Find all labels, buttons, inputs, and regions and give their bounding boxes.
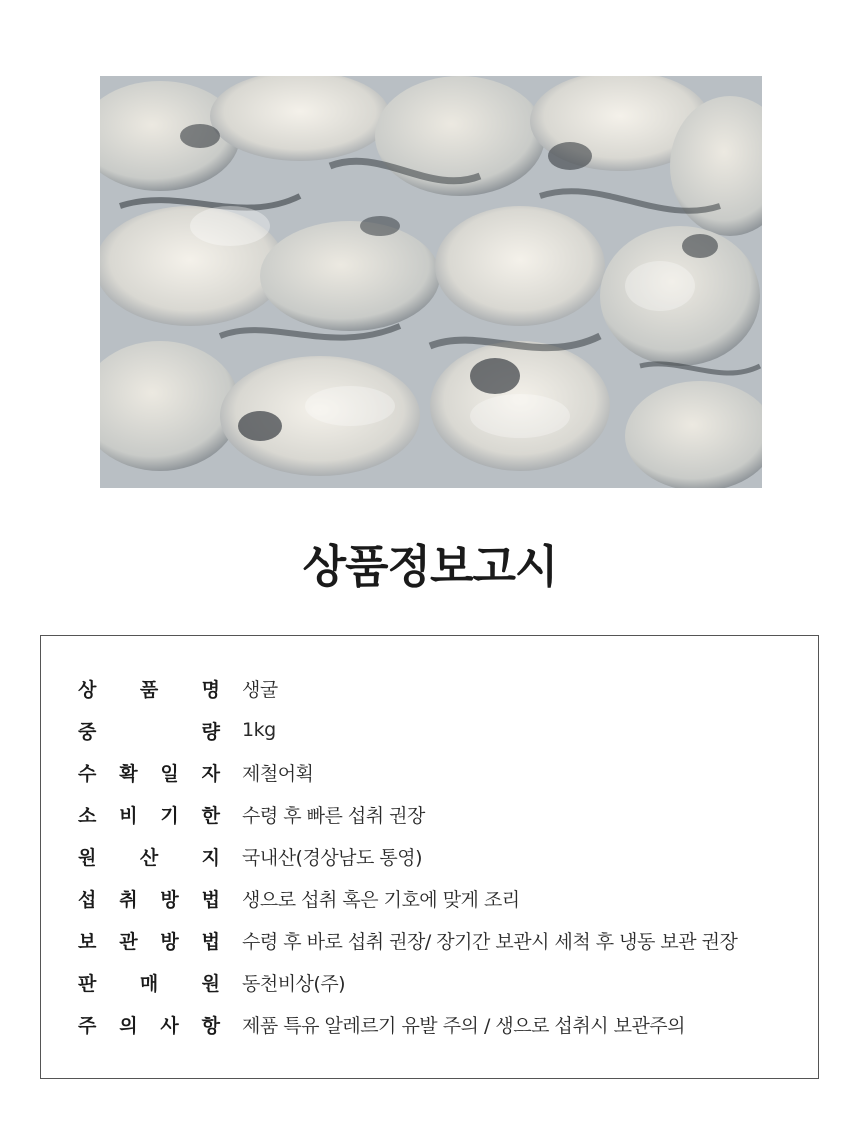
row-label: 원 산 지 bbox=[78, 846, 220, 869]
row-label: 판 매 원 bbox=[78, 972, 220, 995]
row-value: 수령 후 바로 섭취 권장/ 장기간 보관시 세척 후 냉동 보관 권장 bbox=[242, 930, 738, 953]
oyster-photo bbox=[100, 76, 762, 488]
product-photo bbox=[100, 76, 762, 488]
info-row-consumption-method bbox=[78, 878, 520, 918]
row-value: 제품 특유 알레르기 유발 주의 / 생으로 섭취시 보관주의 bbox=[242, 1014, 686, 1037]
info-row-storage-method bbox=[78, 920, 737, 960]
info-row-expiry bbox=[78, 794, 425, 834]
row-label: 주 의 사 항 bbox=[78, 1014, 220, 1037]
row-label: 섭 취 방 법 bbox=[78, 888, 220, 911]
info-row-harvest-date bbox=[78, 752, 313, 792]
row-value: 국내산(경상남도 통영) bbox=[242, 846, 423, 869]
row-value: 생굴 bbox=[242, 678, 278, 701]
row-value: 1kg bbox=[242, 719, 276, 741]
info-row-seller bbox=[78, 962, 345, 1002]
row-value: 수령 후 빠른 섭취 권장 bbox=[242, 804, 425, 827]
row-label: 상 품 명 bbox=[78, 678, 220, 701]
info-row-weight bbox=[78, 710, 276, 750]
product-info-table bbox=[40, 635, 819, 1079]
row-label: 수 확 일 자 bbox=[78, 762, 220, 785]
row-value: 제철어획 bbox=[242, 762, 314, 785]
info-row-origin bbox=[78, 836, 422, 876]
row-value: 동천비상(주) bbox=[242, 972, 346, 995]
page-title: 상품정보고시 bbox=[302, 540, 558, 593]
row-value: 생으로 섭취 혹은 기호에 맞게 조리 bbox=[242, 888, 520, 911]
info-row-caution bbox=[78, 1004, 685, 1044]
row-label: 소 비 기 한 bbox=[78, 804, 220, 827]
info-row-product-name bbox=[78, 668, 278, 708]
row-label: 중 량 bbox=[78, 720, 220, 743]
row-label: 보 관 방 법 bbox=[78, 930, 220, 953]
